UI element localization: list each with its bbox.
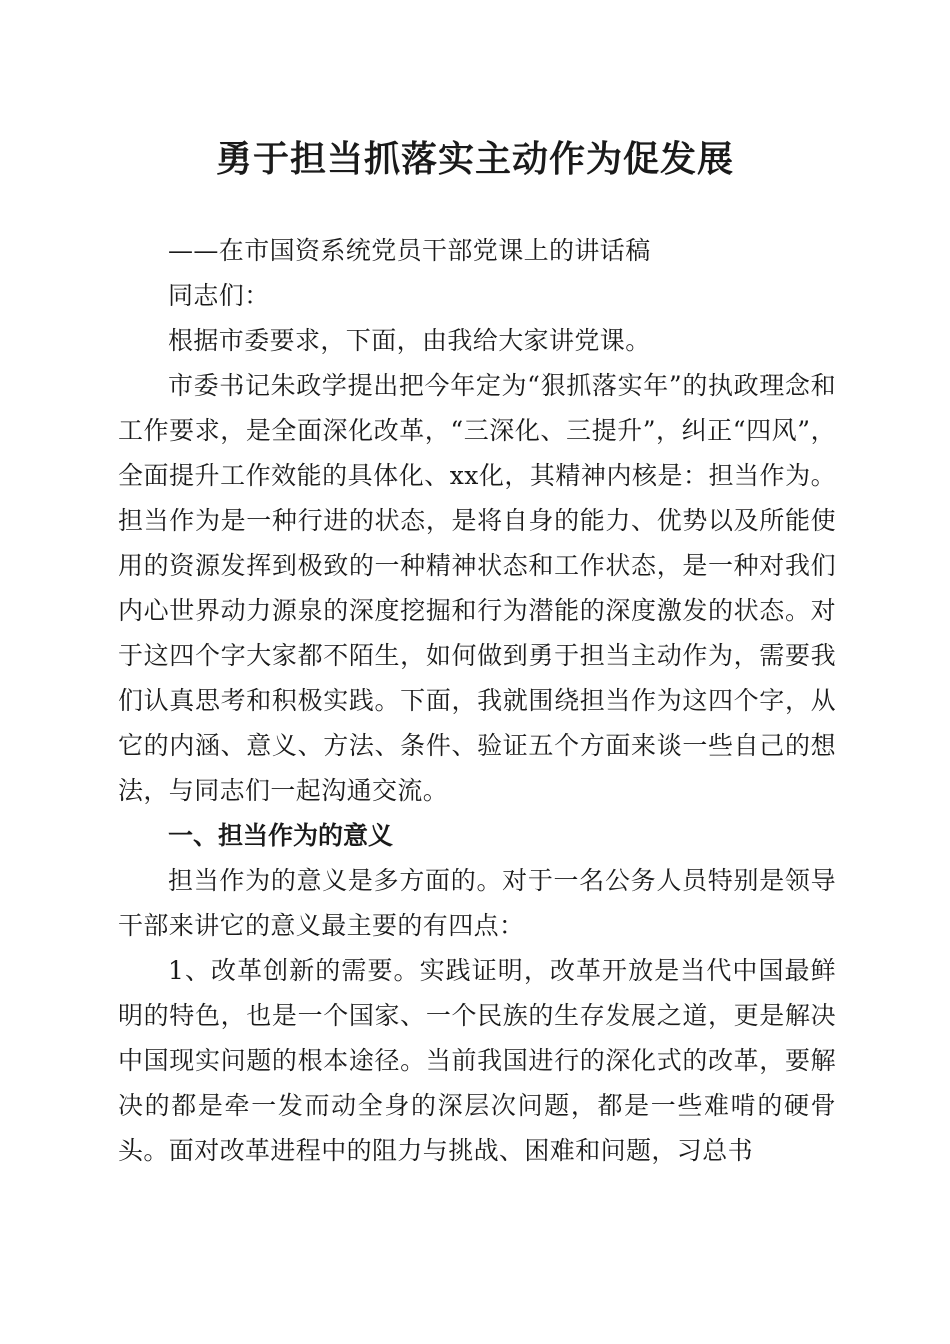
salutation: 同志们： [168, 281, 270, 310]
section-heading: 一、担当作为的意义 [168, 821, 394, 850]
document-body [118, 228, 836, 1173]
paragraph-opening: 根据市委要求，下面，由我给大家讲党课。 [168, 326, 651, 355]
section-point-1: 1、改革创新的需要。实践证明，改革开放是当代中国最鲜明的特色，也是一个国家、一个民族的生存发展之道，更是解决中国现实问题的根本途径。当前我国进行的深化式的改革，要解决的都是牵一发而动全身的深层次问题，都是一些难啃的硬骨头。面对改革进程中的阻力与挑战、困难和问题，习总书 [118, 956, 836, 1165]
document-title: 勇于担当抓落实主动作为促发展 [215, 139, 734, 180]
section-intro: 担当作为的意义是多方面的。对于一名公务人员特别是领导干部来讲它的意义最主要的有四点： [118, 866, 836, 940]
subtitle: ——在市国资系统党员干部党课上的讲话稿 [168, 236, 651, 265]
paragraph-main: 市委书记朱政学提出把今年定为“狠抓落实年”的执政理念和工作要求，是全面深化改革，“三深化、三提升”，纠正“四风”，全面提升工作效能的具体化、xx化，其精神内核是：担当作为。担当作为是一种行进的状态，是将自身的能力、优势以及所能使用的资源发挥到极致的一种精神状态和工作状态，是一种对我们内心世界动力源泉的深度挖掘和行为潜能的深度激发的状态。对于这四个字大家都不陌生，如何做到勇于担当主动作为，需要我们认真思考和积极实践。下面，我就围绕担当作为这四个字，从它的内涵、意义、方法、条件、验证五个方面来谈一些自己的想法，与同志们一起沟通交流。 [118, 371, 836, 805]
